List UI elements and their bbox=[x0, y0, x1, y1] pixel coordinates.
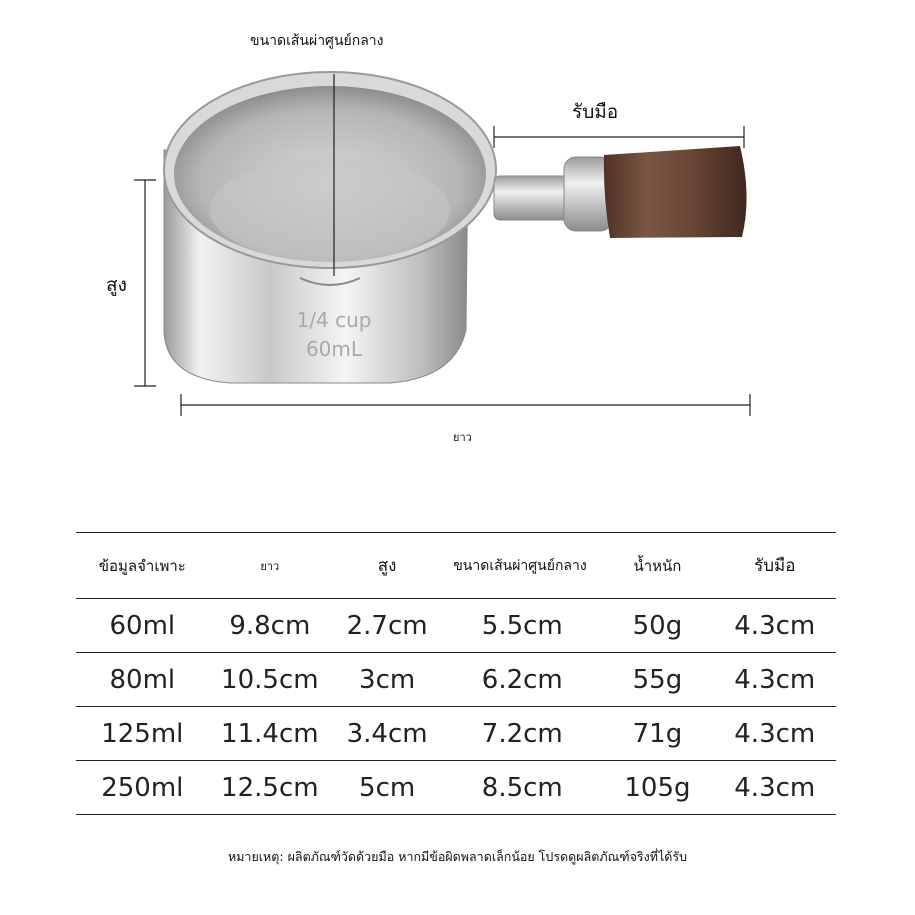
cell-length: 11.4cm bbox=[209, 707, 331, 761]
cell-handle: 4.3cm bbox=[714, 653, 836, 707]
cell-height: 2.7cm bbox=[331, 599, 443, 653]
header-spec: ข้อมูลจำเพาะ bbox=[76, 533, 209, 599]
header-weight: น้ำหนัก bbox=[601, 533, 713, 599]
cell-height: 3cm bbox=[331, 653, 443, 707]
cell-weight: 55g bbox=[601, 653, 713, 707]
cell-capacity: 125ml bbox=[76, 707, 209, 761]
cell-diameter: 7.2cm bbox=[443, 707, 601, 761]
footnote: หมายเหตุ: ผลิตภัณฑ์วัดด้วยมือ หากมีข้อผิดพลาดเล็กน้อย โปรดดูผลิตภัณฑ์จริงที่ได้รับ bbox=[227, 849, 688, 864]
cell-height: 5cm bbox=[331, 761, 443, 815]
table-header-row bbox=[76, 533, 836, 599]
cell-handle: 4.3cm bbox=[714, 707, 836, 761]
table-row bbox=[76, 653, 836, 707]
cell-capacity: 80ml bbox=[76, 653, 209, 707]
cup-marking-1: 1/4 cup bbox=[296, 308, 372, 332]
cell-weight: 50g bbox=[601, 599, 713, 653]
cell-capacity: 250ml bbox=[76, 761, 209, 815]
cell-length: 12.5cm bbox=[209, 761, 331, 815]
cell-diameter: 8.5cm bbox=[443, 761, 601, 815]
cell-diameter: 5.5cm bbox=[443, 599, 601, 653]
handle-label: รับมือ bbox=[572, 101, 619, 123]
header-height: สูง bbox=[331, 533, 443, 599]
cell-diameter: 6.2cm bbox=[443, 653, 601, 707]
diameter-label: ขนาดเส้นผ่าศูนย์กลาง bbox=[250, 33, 384, 49]
cell-length: 9.8cm bbox=[209, 599, 331, 653]
spec-table bbox=[76, 532, 836, 815]
table-row bbox=[76, 707, 836, 761]
table-row bbox=[76, 599, 836, 653]
handle bbox=[494, 146, 747, 238]
cell-handle: 4.3cm bbox=[714, 761, 836, 815]
length-label: ยาว bbox=[453, 431, 472, 444]
cell-weight: 71g bbox=[601, 707, 713, 761]
height-label: สูง bbox=[106, 274, 127, 296]
cell-height: 3.4cm bbox=[331, 707, 443, 761]
cell-weight: 105g bbox=[601, 761, 713, 815]
header-length: ยาว bbox=[209, 533, 331, 599]
header-diameter: ขนาดเส้นผ่าศูนย์กลาง bbox=[443, 533, 601, 599]
cell-capacity: 60ml bbox=[76, 599, 209, 653]
header-handle: รับมือ bbox=[714, 533, 836, 599]
cell-length: 10.5cm bbox=[209, 653, 331, 707]
cup-marking-2: 60mL bbox=[305, 337, 363, 361]
table-row bbox=[76, 761, 836, 815]
cell-handle: 4.3cm bbox=[714, 599, 836, 653]
